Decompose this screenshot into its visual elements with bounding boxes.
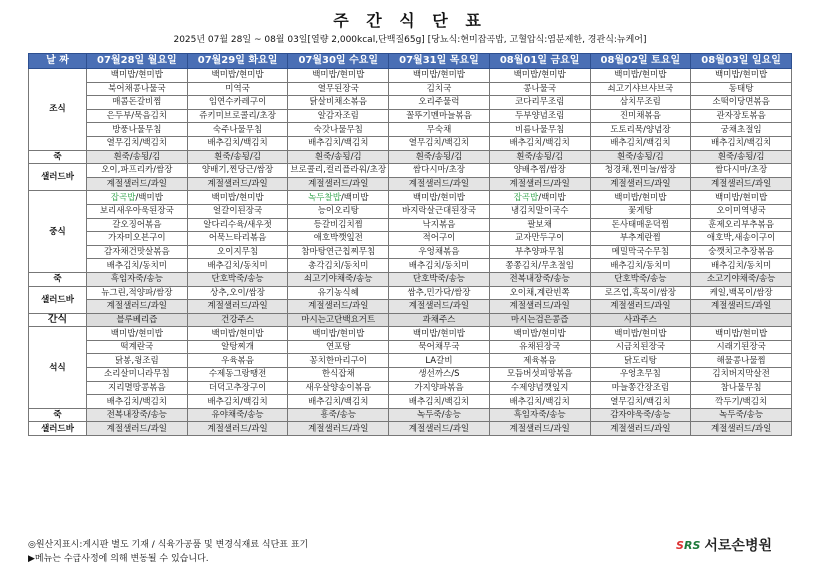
menu-cell: 백미밥/현미밥 [489, 327, 590, 341]
menu-cell: 닭봉,윙조림 [87, 354, 188, 368]
menu-cell: 배추김치/백김치 [187, 395, 288, 409]
rice-main: 백미밥/현미밥 [715, 192, 768, 203]
menu-cell: 우엉채볶음 [389, 245, 490, 259]
menu-cell: 수제양념깻잎지 [489, 381, 590, 395]
menu-row [29, 204, 792, 218]
menu-cell: 임연수카레구이 [187, 96, 288, 110]
menu-cell: 계절샐러드/과일 [288, 422, 389, 436]
menu-cell: 뉴그린,적양파/쌈장 [87, 286, 188, 300]
menu-cell: 쌈다시마/초장 [389, 164, 490, 178]
menu-cell: 계절샐러드/과일 [389, 177, 490, 191]
menu-cell: 상추,오이/쌈장 [187, 286, 288, 300]
menu-cell: 열무김치/백김치 [389, 136, 490, 150]
menu-cell: 진미채볶음 [590, 109, 691, 123]
menu-cell [590, 191, 691, 205]
rice-main: 백미밥/현미밥 [614, 192, 667, 203]
menu-cell: 백미밥/현미밥 [187, 69, 288, 83]
header-date: 날 짜 [29, 54, 87, 69]
menu-cell: 닭도리탕 [590, 354, 691, 368]
menu-cell: 애호박,새송이구이 [691, 232, 792, 246]
menu-row [29, 422, 792, 436]
header-day: 07월31일 목요일 [389, 54, 490, 69]
menu-cell: 청경채,찐미늘/쌈장 [590, 164, 691, 178]
menu-cell: 백미밥/현미밥 [691, 327, 792, 341]
rice-alt: /백미밥 [340, 192, 369, 203]
menu-cell: 백미밥/현미밥 [288, 327, 389, 341]
menu-cell: 양배기,찐당근/쌈장 [187, 164, 288, 178]
menu-cell: 배추김치/동치미 [87, 259, 188, 273]
hospital-logo [676, 535, 772, 555]
menu-cell: 백미밥/현미밥 [389, 327, 490, 341]
section-label-salad: 샐러드바 [29, 422, 87, 436]
section-label-dinner: 석식 [29, 327, 87, 409]
header-day: 08월03일 일요일 [691, 54, 792, 69]
menu-cell: 적어구이 [389, 232, 490, 246]
menu-cell [288, 191, 389, 205]
menu-cell: 백미밥/현미밥 [87, 327, 188, 341]
menu-cell: 미역국 [187, 82, 288, 96]
menu-cell: 동태탕 [691, 82, 792, 96]
menu-cell: 가자미오븐구이 [87, 232, 188, 246]
menu-cell: 계절샐러드/과일 [590, 177, 691, 191]
menu-cell: 꼴뚜기멘마늘볶음 [389, 109, 490, 123]
snack-cell: 마시는검은콩즙 [489, 313, 590, 327]
menu-cell: 흰죽/송됭/김 [288, 150, 389, 164]
menu-row [29, 232, 792, 246]
menu-cell: 모듬버섯피망볶음 [489, 368, 590, 382]
menu-cell: 흰죽/송됭/김 [489, 150, 590, 164]
menu-cell: 흥죽/송능 [288, 408, 389, 422]
rice-main: 잡곡밥 [110, 192, 136, 203]
snack-cell: 건강주스 [187, 313, 288, 327]
rice-alt: /백미밥 [538, 192, 566, 203]
menu-cell: 오이지무침 [187, 245, 288, 259]
menu-cell: 교자만두구이 [489, 232, 590, 246]
menu-cell: 쌈추,민가닥/쌈장 [389, 286, 490, 300]
menu-cell: 알다리수육/새우젓 [187, 218, 288, 232]
menu-row [29, 340, 792, 354]
menu-cell: 부추계란찜 [590, 232, 691, 246]
menu-cell: 흰죽/송됭/김 [590, 150, 691, 164]
menu-cell: 지리멸땅콩볶음 [87, 381, 188, 395]
menu-cell: 배추김치/백김치 [489, 395, 590, 409]
page-title: 주 간 식 단 표 [333, 11, 487, 30]
menu-cell: 흑임자죽/송능 [87, 272, 188, 286]
menu-cell: 계절샐러드/과일 [489, 177, 590, 191]
menu-row [29, 123, 792, 137]
menu-cell: 한식잡채 [288, 368, 389, 382]
menu-cell: 계절샐러드/과일 [489, 300, 590, 314]
rice-main: 잡곡밥 [513, 192, 539, 203]
menu-cell: 꽃게탕 [590, 204, 691, 218]
menu-cell: 배추김치/백김치 [288, 395, 389, 409]
menu-cell: 깍두기/백김치 [691, 395, 792, 409]
menu-row [29, 177, 792, 191]
menu-cell: 우엉초무침 [590, 368, 691, 382]
menu-cell: 등갈비김치찜 [288, 218, 389, 232]
menu-cell: 도토리묵/양념장 [590, 123, 691, 137]
menu-cell: 애호박깻잎전 [288, 232, 389, 246]
menu-cell: 비름나물무침 [489, 123, 590, 137]
section-label-breakfast: 조식 [29, 69, 87, 151]
menu-cell: 생선까스/S [389, 368, 490, 382]
snack-cell: 마시는고단백요거트 [288, 313, 389, 327]
menu-cell: 녹두죽/송능 [691, 408, 792, 422]
menu-cell: 김치버지막살전 [691, 368, 792, 382]
menu-cell: 계절샐러드/과일 [691, 422, 792, 436]
menu-cell: 훈제오리부추볶음 [691, 218, 792, 232]
menu-cell: 감자채건맛살볶음 [87, 245, 188, 259]
menu-row [29, 381, 792, 395]
menu-cell: 계절샐러드/과일 [489, 422, 590, 436]
menu-cell: 배추김치/백김치 [87, 395, 188, 409]
menu-row [29, 408, 792, 422]
menu-cell: 열무김치/백김치 [87, 136, 188, 150]
menu-cell: 전복내장죽/송능 [87, 408, 188, 422]
menu-cell: 두부양념조림 [489, 109, 590, 123]
menu-cell: 계절샐러드/과일 [691, 300, 792, 314]
menu-cell: 열무김치/백김치 [590, 395, 691, 409]
menu-cell: 코다리무조림 [489, 96, 590, 110]
menu-cell: 메밀막국수무침 [590, 245, 691, 259]
menu-cell: 묵어채무국 [389, 340, 490, 354]
menu-cell: 계절샐러드/과일 [389, 422, 490, 436]
menu-cell: 부추양파무침 [489, 245, 590, 259]
snack-cell: 블루베리즙 [87, 313, 188, 327]
menu-cell: 방풍나물무침 [87, 123, 188, 137]
menu-cell: 백미밥/현미밥 [187, 327, 288, 341]
menu-row [29, 136, 792, 150]
menu-row [29, 109, 792, 123]
menu-cell: 닭살비채소볶음 [288, 96, 389, 110]
menu-cell: 연포탕 [288, 340, 389, 354]
menu-row [29, 191, 792, 205]
menu-cell: 감자야욱죽/송능 [590, 408, 691, 422]
menu-cell: 새우살양송이볶음 [288, 381, 389, 395]
snack-cell: 과채주스 [389, 313, 490, 327]
weekly-menu-table [28, 53, 792, 436]
section-label-juk: 죽 [29, 272, 87, 286]
section-label-juk: 죽 [29, 408, 87, 422]
menu-cell: 유채된장국 [489, 340, 590, 354]
menu-cell: 배추김치/동치미 [187, 259, 288, 273]
menu-cell: 계절샐러드/과일 [691, 177, 792, 191]
change-note: ▶메뉴는 수급사정에 의해 변동될 수 있습니다. [28, 554, 209, 564]
menu-cell: 계절샐러드/과일 [590, 422, 691, 436]
rice-main: 백미밥/현미밥 [211, 192, 264, 203]
hospital-name: 서로손병원 [704, 538, 772, 554]
menu-cell: 배추김치/동치미 [590, 259, 691, 273]
menu-row [29, 272, 792, 286]
menu-cell: 녹두죽/송능 [389, 408, 490, 422]
menu-cell: 얼갈이된장국 [187, 204, 288, 218]
menu-cell: 배추김치/백김치 [590, 136, 691, 150]
menu-cell: 더덕고추장구이 [187, 381, 288, 395]
section-label-salad: 샐러드바 [29, 286, 87, 313]
menu-cell: 떡계란국 [87, 340, 188, 354]
menu-cell: 단호박죽/송능 [590, 272, 691, 286]
rice-main: 녹두찰밥 [308, 192, 341, 203]
menu-cell: 제육볶음 [489, 354, 590, 368]
menu-row [29, 368, 792, 382]
rice-main: 백미밥/현미밥 [412, 192, 466, 203]
menu-row [29, 354, 792, 368]
menu-cell: 쫑쫑김치/무초절임 [489, 259, 590, 273]
menu-row [29, 218, 792, 232]
menu-cell: 능이오리탕 [288, 204, 389, 218]
menu-cell: 마늘쫑간장조림 [590, 381, 691, 395]
menu-cell: 계절샐러드/과일 [87, 177, 188, 191]
menu-cell: 숙주나물무침 [187, 123, 288, 137]
menu-cell: 계절샐러드/과일 [288, 177, 389, 191]
menu-cell: 시금치된장국 [590, 340, 691, 354]
menu-cell: 배추김치/백김치 [389, 395, 490, 409]
menu-cell: 소리살미니라무침 [87, 368, 188, 382]
menu-cell: 배추김치/백김치 [187, 136, 288, 150]
menu-cell: 쇠고기야채죽/송능 [288, 272, 389, 286]
menu-cell: 숙갓나물무침 [288, 123, 389, 137]
logo-mark-icon: SRS [676, 538, 701, 552]
menu-cell: 궁채초절임 [691, 123, 792, 137]
menu-cell: 계절샐러드/과일 [87, 422, 188, 436]
menu-cell: 어묵느타리볶음 [187, 232, 288, 246]
menu-cell: 브로콜리,컬리플라워/초장 [288, 164, 389, 178]
menu-cell [691, 191, 792, 205]
menu-cell: 양배추찜/쌈장 [489, 164, 590, 178]
menu-cell: 배추김치/백김치 [489, 136, 590, 150]
menu-cell: 바지락살근대된장국 [389, 204, 490, 218]
menu-cell: 백미밥/현미밥 [288, 69, 389, 83]
menu-cell: 김치국 [389, 82, 490, 96]
menu-cell: 백미밥/현미밥 [691, 69, 792, 83]
menu-cell: 콩나물국 [489, 82, 590, 96]
menu-cell: 유기농식혜 [288, 286, 389, 300]
menu-cell [489, 191, 590, 205]
header-day: 08월01일 금요일 [489, 54, 590, 69]
menu-cell: 냉김치말이국수 [489, 204, 590, 218]
menu-cell: 흰죽/송됭/김 [87, 150, 188, 164]
header-row [29, 54, 792, 69]
menu-row [29, 164, 792, 178]
menu-row [29, 286, 792, 300]
menu-cell: 갈오징어볶음 [87, 218, 188, 232]
menu-cell: 흰죽/송됭/김 [691, 150, 792, 164]
menu-cell [389, 191, 490, 205]
menu-cell: LA갈비 [389, 354, 490, 368]
menu-row [29, 259, 792, 273]
menu-cell: 흰죽/송됭/김 [389, 150, 490, 164]
header-day: 07월28일 월요일 [87, 54, 188, 69]
menu-cell: 백미밥/현미밥 [389, 69, 490, 83]
menu-cell: 관자장토볶음 [691, 109, 792, 123]
menu-cell: 오리주물럭 [389, 96, 490, 110]
menu-cell [87, 191, 188, 205]
snack-cell [691, 313, 792, 327]
menu-row [29, 300, 792, 314]
menu-cell: 백미밥/현미밥 [489, 69, 590, 83]
menu-cell: 백미밥/현미밥 [87, 69, 188, 83]
menu-cell: 숭깻치고추장볶음 [691, 245, 792, 259]
menu-cell: 총각김치/동치미 [288, 259, 389, 273]
menu-cell: 배추김치/동치미 [691, 259, 792, 273]
menu-cell: 참마탕연근칩찌무침 [288, 245, 389, 259]
menu-cell: 열무된장국 [288, 82, 389, 96]
menu-cell: 로즈업,흑목이/쌈장 [590, 286, 691, 300]
rice-alt: /백미밥 [135, 192, 163, 203]
menu-cell: 쇠고기샤브샤브국 [590, 82, 691, 96]
menu-row [29, 327, 792, 341]
menu-cell: 배추김치/백김치 [691, 136, 792, 150]
section-label-lunch: 중식 [29, 191, 87, 273]
menu-cell: 백미밥/현미밥 [590, 327, 691, 341]
menu-cell [187, 191, 288, 205]
menu-cell: 단호박죽/송능 [187, 272, 288, 286]
menu-cell: 은두부/묵음김치 [87, 109, 188, 123]
menu-subtitle: 2025년 07월 28일 ~ 08월 03일[열량 2,000kcal,단백질65g] [당뇨식:현미잡곡밥, 고혈압식:염분제한, 경관식:뉴케어] [173, 35, 647, 45]
section-label-salad: 샐러드바 [29, 164, 87, 191]
menu-cell: 알탕찌개 [187, 340, 288, 354]
menu-cell: 매콤돈갈비찜 [87, 96, 188, 110]
menu-cell: 팔보채 [489, 218, 590, 232]
header-day: 07월29일 화요일 [187, 54, 288, 69]
menu-row [29, 395, 792, 409]
menu-cell: 소떡이당면볶음 [691, 96, 792, 110]
menu-row [29, 69, 792, 83]
menu-cell: 해물콩나물찜 [691, 354, 792, 368]
menu-cell: 케일,백목이/쌈장 [691, 286, 792, 300]
menu-cell: 무숙채 [389, 123, 490, 137]
menu-cell: 오이채,계란빈쪽 [489, 286, 590, 300]
menu-cell: 배추김치/동치미 [389, 259, 490, 273]
menu-cell: 계절샐러드/과일 [389, 300, 490, 314]
menu-cell: 알감자조림 [288, 109, 389, 123]
origin-note: ◎원산지표시:게시판 별도 기재 / 식육가공품 및 변경식재료 식단표 표기 [28, 540, 309, 550]
section-label-snack: 간식 [29, 313, 87, 327]
menu-row [29, 150, 792, 164]
menu-cell: 오이미역냉국 [691, 204, 792, 218]
menu-cell: 소고기야채죽/송능 [691, 272, 792, 286]
menu-cell: 가지양파볶음 [389, 381, 490, 395]
menu-cell: 수제동그랑땡전 [187, 368, 288, 382]
menu-row [29, 96, 792, 110]
menu-cell: 오이,파프리카/쌈장 [87, 164, 188, 178]
menu-cell: 꽁치한마리구이 [288, 354, 389, 368]
menu-cell: 우육볶음 [187, 354, 288, 368]
menu-cell: 계절샐러드/과일 [288, 300, 389, 314]
menu-cell: 보리새우아욱된장국 [87, 204, 188, 218]
menu-cell: 백미밥/현미밥 [590, 69, 691, 83]
menu-cell: 낙지볶음 [389, 218, 490, 232]
menu-cell: 북어채콩나물국 [87, 82, 188, 96]
menu-cell: 계절샐러드/과일 [187, 300, 288, 314]
menu-cell: 전복내장죽/송능 [489, 272, 590, 286]
menu-cell: 쌈다시마/초장 [691, 164, 792, 178]
section-label-juk: 죽 [29, 150, 87, 164]
menu-cell: 시래기된장국 [691, 340, 792, 354]
menu-cell: 참나물무침 [691, 381, 792, 395]
menu-cell: 계절샐러드/과일 [187, 177, 288, 191]
menu-cell: 흰죽/송됭/김 [187, 150, 288, 164]
header-day: 08월02일 토요일 [590, 54, 691, 69]
menu-cell: 삼치무조림 [590, 96, 691, 110]
header-day: 07월30일 수요일 [288, 54, 389, 69]
menu-cell: 유야채죽/송능 [187, 408, 288, 422]
menu-cell: 흑임자죽/송능 [489, 408, 590, 422]
menu-cell: 계절샐러드/과일 [590, 300, 691, 314]
menu-row [29, 82, 792, 96]
menu-cell: 단호박죽/송능 [389, 272, 490, 286]
menu-cell: 계절샐러드/과일 [187, 422, 288, 436]
menu-cell: 계절샐러드/과일 [87, 300, 188, 314]
snack-cell: 사과주스 [590, 313, 691, 327]
menu-cell: 배추김치/백김치 [288, 136, 389, 150]
menu-cell: 쥬키미브로콜리/초장 [187, 109, 288, 123]
snack-row [29, 313, 792, 327]
menu-row [29, 245, 792, 259]
menu-cell: 돈사태매운덕찜 [590, 218, 691, 232]
